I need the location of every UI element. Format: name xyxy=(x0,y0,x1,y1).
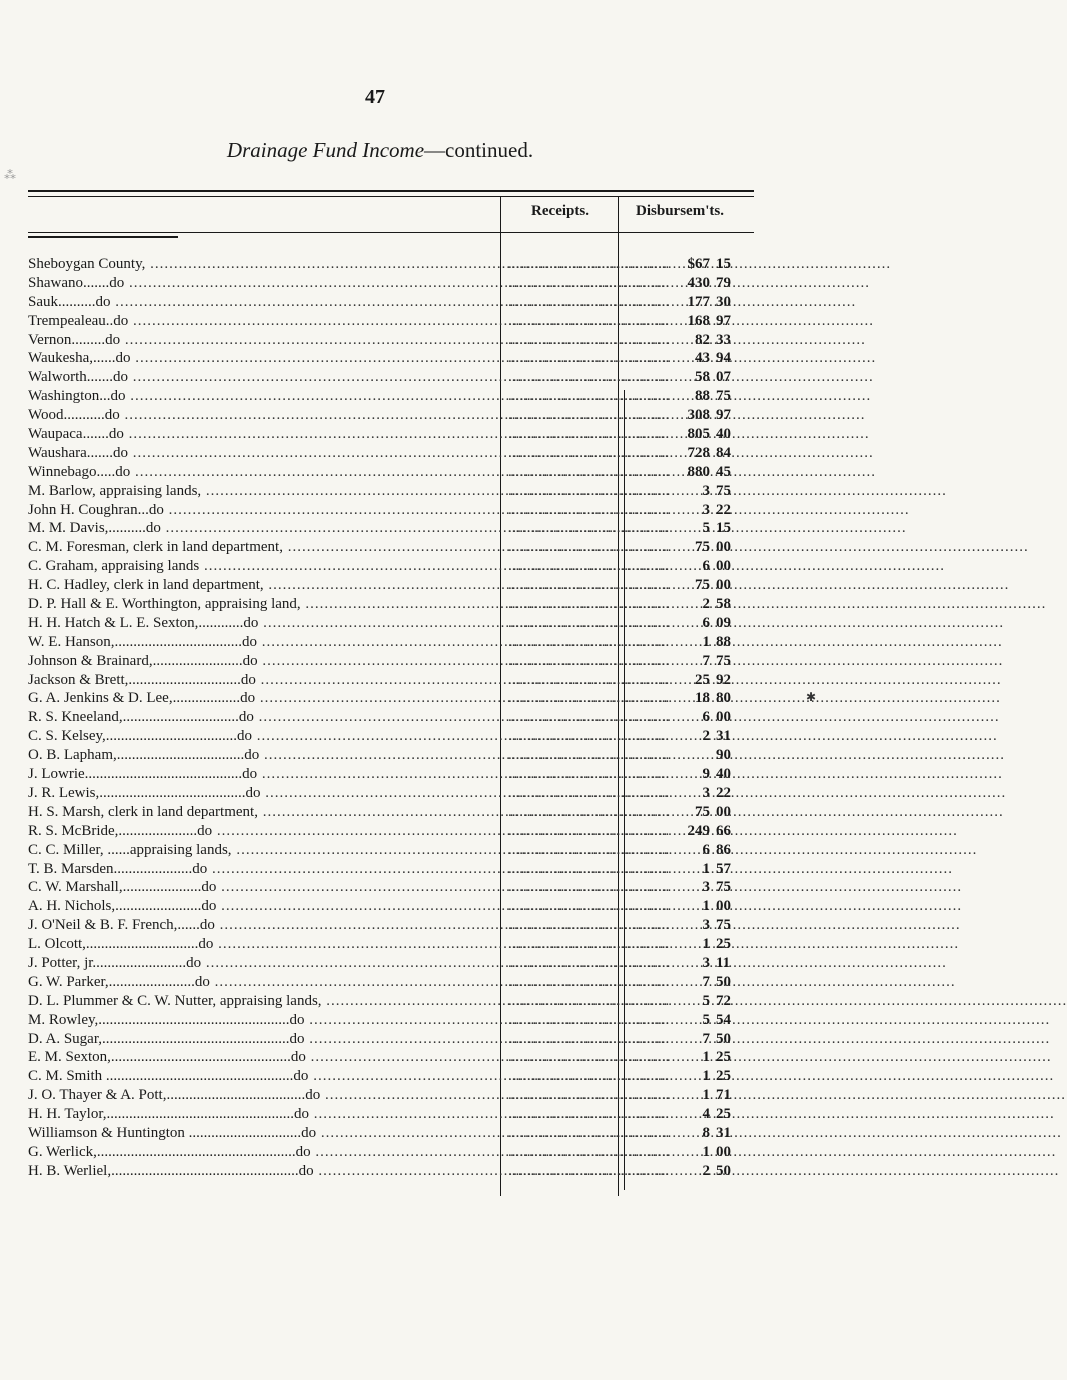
table-row xyxy=(28,633,768,652)
row-payee: M. M. Davis,..........do ..... xyxy=(28,519,504,538)
table-row xyxy=(28,860,768,879)
table-row xyxy=(28,916,768,935)
row-disbursement-cents: 00 xyxy=(716,803,731,820)
row-receipts: ........................................... xyxy=(508,917,670,934)
row-disbursement-cents: 15 xyxy=(716,256,731,272)
row-receipts: ........................................... xyxy=(508,596,670,613)
header-rule xyxy=(28,232,754,233)
row-disbursement-cents: 40 xyxy=(716,766,731,783)
table-row xyxy=(28,784,768,803)
row-receipts: ........................................... xyxy=(508,274,670,291)
row-payee: Vernon.........do ..... xyxy=(28,331,504,350)
row-payee: H. C. Hadley, clerk in land department, ..... xyxy=(28,576,504,595)
row-payee: Waukesha,......do ..... xyxy=(28,349,504,368)
table-row xyxy=(28,312,768,331)
row-payee: D. L. Plummer & C. W. Nutter, appraising lands, ..... xyxy=(28,992,504,1011)
row-payee: O. B. Lapham,..................................do ..... xyxy=(28,746,504,765)
row-payee: L. Olcott,..............................do ..... xyxy=(28,935,504,954)
row-disbursement-cents: 31 xyxy=(716,728,731,745)
row-receipts: ........................................... xyxy=(508,671,670,688)
table-row xyxy=(28,822,768,841)
row-receipts: ........................................... xyxy=(508,936,670,953)
row-receipts: ........................................... xyxy=(508,747,670,764)
row-disbursement-cents: 22 xyxy=(716,501,731,518)
row-receipts: ........................................... xyxy=(508,1106,670,1123)
row-receipts: ........................................... xyxy=(508,992,670,1009)
row-receipts: ........................................... xyxy=(508,1030,670,1047)
row-payee: C. S. Kelsey,...................................do ..... xyxy=(28,727,504,746)
row-receipts: ........................................... xyxy=(508,350,670,367)
row-payee: John H. Coughran...do ..... xyxy=(28,501,504,520)
row-disbursement-cents: 00 xyxy=(716,1143,731,1160)
row-disbursement-cents: 25 xyxy=(716,936,731,953)
row-disbursement-cents: 22 xyxy=(716,784,731,801)
row-disbursement-cents: 71 xyxy=(716,1087,731,1104)
table-row xyxy=(28,746,768,765)
table-row xyxy=(28,595,768,614)
row-disbursement-dollars: 5 xyxy=(702,1011,710,1028)
row-disbursement-cents: 92 xyxy=(716,671,731,688)
table-row xyxy=(28,519,768,538)
row-receipts: ........................................... xyxy=(508,954,670,971)
row-payee: J. Potter, jr.........................do ..... xyxy=(28,954,504,973)
table-row xyxy=(28,992,768,1011)
row-disbursement-dollars: 4 xyxy=(702,1106,710,1123)
row-receipts: ........................................... xyxy=(508,973,670,990)
row-disbursement-dollars: 7 xyxy=(702,973,710,990)
row-disbursement-cents: 00 xyxy=(716,558,731,575)
row-disbursement-cents: 75 xyxy=(716,388,731,405)
row-receipts: ........................................... xyxy=(508,539,670,556)
row-payee: C. C. Miller, ......appraising lands, ..... xyxy=(28,841,504,860)
row-payee: C. M. Foresman, clerk in land department, ..... xyxy=(28,538,504,557)
table-row xyxy=(28,935,768,954)
row-receipts: ........................................... xyxy=(508,879,670,896)
row-disbursement-dollars: 805 xyxy=(687,426,710,443)
row-disbursement-dollars: 5 xyxy=(702,992,710,1009)
row-disbursement-cents: 00 xyxy=(716,709,731,726)
row-payee: H. H. Hatch & L. E. Sexton,............do ..... xyxy=(28,614,504,633)
row-receipts: ........................................... xyxy=(508,520,670,537)
row-payee: E. M. Sexton,................................................do ..... xyxy=(28,1048,504,1067)
row-disbursement-cents: 75 xyxy=(716,879,731,896)
row-payee: Wood...........do ..... xyxy=(28,406,504,425)
table-row xyxy=(28,878,768,897)
row-disbursement-cents: 30 xyxy=(716,293,731,310)
row-disbursement-dollars: 430 xyxy=(687,274,710,291)
row-disbursement-cents: 25 xyxy=(716,1106,731,1123)
row-disbursement-cents: 00 xyxy=(716,898,731,915)
row-disbursement-cents: 75 xyxy=(716,652,731,669)
row-receipts: ........................................... xyxy=(508,256,670,272)
table-row xyxy=(28,689,768,708)
table-row xyxy=(28,954,768,973)
row-receipts: ........................................... xyxy=(508,1162,670,1179)
row-disbursement-cents: 11 xyxy=(716,954,731,971)
row-receipts: ........................................... xyxy=(508,482,670,499)
row-payee: J. O. Thayer & A. Pott,.....................................do ..... xyxy=(28,1086,504,1105)
row-disbursement-dollars: 308 xyxy=(687,407,710,424)
table-row xyxy=(28,1011,768,1030)
table-row xyxy=(28,1030,768,1049)
top-rule-thick xyxy=(28,190,754,192)
row-disbursement-cents: 88 xyxy=(716,633,731,650)
row-payee: W. E. Hanson,..................................do ..... xyxy=(28,633,504,652)
row-disbursement-dollars: 249 xyxy=(687,822,710,839)
row-receipts: ........................................... xyxy=(508,841,670,858)
row-disbursement-dollars: 8 xyxy=(702,1124,710,1141)
table-row xyxy=(28,387,768,406)
table-row xyxy=(28,727,768,746)
row-disbursement-dollars: 1 xyxy=(702,936,710,953)
row-disbursement-dollars: 75 xyxy=(695,803,710,820)
row-disbursement-dollars: 168 xyxy=(687,312,710,329)
row-receipts: ........................................... xyxy=(508,690,670,707)
table-row xyxy=(28,425,768,444)
row-disbursement-cents: 33 xyxy=(716,331,731,348)
row-payee: Trempealeau..do ..... xyxy=(28,312,504,331)
row-receipts: ........................................... xyxy=(508,1011,670,1028)
row-payee: Washington...do ..... xyxy=(28,387,504,406)
row-receipts: ........................................... xyxy=(508,1068,670,1085)
row-payee: J. R. Lewis,.......................................do ..... xyxy=(28,784,504,803)
table-row xyxy=(28,576,768,595)
row-disbursement-dollars: 43 xyxy=(695,350,710,367)
row-payee: Sauk..........do ..... xyxy=(28,293,504,312)
table-row xyxy=(28,538,768,557)
row-disbursement-cents: 86 xyxy=(716,841,731,858)
row-disbursement-dollars: 1 xyxy=(702,1143,710,1160)
row-disbursement-cents: 50 xyxy=(716,973,731,990)
row-disbursement-dollars: 2 xyxy=(702,596,710,613)
row-payee: Williamson & Huntington ..............................do ..... xyxy=(28,1124,504,1143)
row-receipts: ........................................... xyxy=(508,803,670,820)
row-disbursement-cents: 25 xyxy=(716,1049,731,1066)
table-row xyxy=(28,1067,768,1086)
row-payee: A. H. Nichols,.......................do ..... xyxy=(28,897,504,916)
top-rule-thin xyxy=(28,196,754,197)
row-disbursement-dollars: 3 xyxy=(702,501,710,518)
row-receipts: ........................................... xyxy=(508,426,670,443)
row-payee: Waushara.......do ..... xyxy=(28,444,504,463)
row-payee: D. P. Hall & E. Worthington, appraising land, ..... xyxy=(28,595,504,614)
row-receipts: ........................................... xyxy=(508,1049,670,1066)
row-disbursement-dollars: 1 xyxy=(702,860,710,877)
table-row xyxy=(28,274,768,293)
row-payee: Waupaca.......do ..... xyxy=(28,425,504,444)
column-header-receipts: Receipts. xyxy=(531,203,589,219)
row-disbursement-dollars: 1 xyxy=(702,1087,710,1104)
row-disbursement-dollars: 880 xyxy=(687,463,710,480)
table-row xyxy=(28,331,768,350)
row-payee: C. M. Smith ..................................................do ..... xyxy=(28,1067,504,1086)
row-disbursement-cents: 50 xyxy=(716,1162,731,1179)
table-row xyxy=(28,368,768,387)
row-payee: R. S. McBride,.....................do ..... xyxy=(28,822,504,841)
row-disbursement-dollars: 82 xyxy=(695,331,710,348)
header-rule-left-thick xyxy=(28,236,178,238)
row-payee: C. W. Marshall,.....................do ..... xyxy=(28,878,504,897)
table-row xyxy=(28,1086,768,1105)
row-disbursement-cents: 97 xyxy=(716,312,731,329)
margin-smudge: ✱ xyxy=(806,690,817,704)
row-receipts: ........................................... xyxy=(508,1087,670,1104)
row-disbursement-dollars: 177 xyxy=(687,293,710,310)
row-disbursement-cents: 00 xyxy=(716,577,731,594)
row-disbursement-dollars: 1 xyxy=(702,1049,710,1066)
row-disbursement-dollars: 7 xyxy=(702,1030,710,1047)
row-disbursement-cents: 00 xyxy=(716,539,731,556)
row-disbursement-cents: 75 xyxy=(716,917,731,934)
row-receipts: ........................................... xyxy=(508,577,670,594)
row-disbursement-cents: 15 xyxy=(716,520,731,537)
page-number: 47 xyxy=(365,86,385,108)
margin-smudge: ⁂ xyxy=(4,168,16,182)
table-row xyxy=(28,1143,768,1162)
row-disbursement-dollars: 3 xyxy=(702,917,710,934)
table-row xyxy=(28,1124,768,1143)
table-row xyxy=(28,803,768,822)
row-disbursement-cents: 80 xyxy=(716,690,731,707)
row-receipts: ........................................... xyxy=(508,501,670,518)
row-receipts: ........................................... xyxy=(508,1124,670,1141)
row-receipts: ........................................... xyxy=(508,463,670,480)
table-row xyxy=(28,557,768,576)
row-disbursement-dollars: $67 xyxy=(687,256,710,272)
row-disbursement-cents: 90 xyxy=(716,747,731,764)
row-disbursement-dollars: 88 xyxy=(695,388,710,405)
row-receipts: ........................................... xyxy=(508,652,670,669)
row-disbursement-cents: 79 xyxy=(716,274,731,291)
row-payee: Jackson & Brett,..............................do ..... xyxy=(28,671,504,690)
row-receipts: ........................................... xyxy=(508,709,670,726)
table-row xyxy=(28,406,768,425)
row-disbursement-cents: 94 xyxy=(716,350,731,367)
row-disbursement-dollars: 9 xyxy=(702,766,710,783)
row-receipts: ........................................... xyxy=(508,444,670,461)
row-payee: H. B. Werliel,..................................................do ..... xyxy=(28,1162,504,1181)
row-receipts: ........................................... xyxy=(508,293,670,310)
row-payee: D. A. Sugar,..................................................do ..... xyxy=(28,1030,504,1049)
row-receipts: ........................................... xyxy=(508,558,670,575)
row-receipts: ........................................... xyxy=(508,822,670,839)
row-receipts: ........................................... xyxy=(508,784,670,801)
row-payee: H. H. Taylor,..................................................do ..... xyxy=(28,1105,504,1124)
row-receipts: ........................................... xyxy=(508,312,670,329)
row-payee: G. A. Jenkins & D. Lee,..................do ..... xyxy=(28,689,504,708)
title-dash: — xyxy=(424,138,446,162)
column-header-disbursements: Disbursem'ts. xyxy=(636,203,724,219)
row-payee: Sheboygan County, ..... xyxy=(28,255,504,274)
row-payee: G. W. Parker,.......................do ..... xyxy=(28,973,504,992)
row-receipts: ........................................... xyxy=(508,728,670,745)
table-row xyxy=(28,671,768,690)
row-disbursement-cents: 07 xyxy=(716,369,731,386)
row-receipts: ........................................... xyxy=(508,388,670,405)
row-receipts: ........................................... xyxy=(508,614,670,631)
row-disbursement-cents: 50 xyxy=(716,1030,731,1047)
row-payee: M. Barlow, appraising lands, ..... xyxy=(28,482,504,501)
row-disbursement-cents: 84 xyxy=(716,444,731,461)
table-row xyxy=(28,708,768,727)
row-payee: C. Graham, appraising lands ..... xyxy=(28,557,504,576)
table-row xyxy=(28,652,768,671)
row-receipts: ........................................... xyxy=(508,898,670,915)
table-row xyxy=(28,1048,768,1067)
row-payee: Walworth.......do ..... xyxy=(28,368,504,387)
row-receipts: ........................................... xyxy=(508,860,670,877)
row-disbursement-cents: 57 xyxy=(716,860,731,877)
row-disbursement-dollars: 2 xyxy=(702,1162,710,1179)
row-payee: G. Werlick,.....................................................do ..... xyxy=(28,1143,504,1162)
row-payee: T. B. Marsden.....................do ..... xyxy=(28,860,504,879)
ledger-table xyxy=(28,255,768,1181)
row-disbursement-dollars: 75 xyxy=(695,577,710,594)
row-disbursement-cents: 72 xyxy=(716,992,731,1009)
table-row xyxy=(28,482,768,501)
row-disbursement-cents: 58 xyxy=(716,596,731,613)
row-disbursement-dollars: 3 xyxy=(702,879,710,896)
row-disbursement-cents: 09 xyxy=(716,614,731,631)
row-disbursement-dollars: 18 xyxy=(695,690,710,707)
row-disbursement-cents: 54 xyxy=(716,1011,731,1028)
row-disbursement-dollars: 6 xyxy=(702,558,710,575)
row-disbursement-cents: 75 xyxy=(716,482,731,499)
row-disbursement-dollars: 25 xyxy=(695,671,710,688)
row-receipts: ........................................... xyxy=(508,633,670,650)
table-row xyxy=(28,614,768,633)
row-disbursement-dollars: 7 xyxy=(702,652,710,669)
row-payee: J. O'Neil & B. F. French,......do ..... xyxy=(28,916,504,935)
table-row xyxy=(28,765,768,784)
row-disbursement-dollars: 75 xyxy=(695,539,710,556)
table-row xyxy=(28,1105,768,1124)
row-disbursement-dollars: 6 xyxy=(702,709,710,726)
row-disbursement-dollars: 6 xyxy=(702,614,710,631)
row-receipts: ........................................... xyxy=(508,369,670,386)
row-receipts: ........................................... xyxy=(508,1143,670,1160)
table-row xyxy=(28,897,768,916)
page-title xyxy=(0,138,760,163)
row-payee: M. Rowley,...................................................do ..... xyxy=(28,1011,504,1030)
table-row xyxy=(28,255,768,274)
row-disbursement-dollars: 3 xyxy=(702,784,710,801)
row-receipts: ........................................... xyxy=(508,331,670,348)
table-row xyxy=(28,293,768,312)
row-receipts: ........................................... xyxy=(508,766,670,783)
row-payee: Shawano.......do ..... xyxy=(28,274,504,293)
table-row xyxy=(28,841,768,860)
row-payee: H. S. Marsh, clerk in land department, ..... xyxy=(28,803,504,822)
table-row xyxy=(28,1162,768,1181)
row-disbursement-dollars: 1 xyxy=(702,898,710,915)
row-receipts: ........................................... xyxy=(508,407,670,424)
table-row xyxy=(28,349,768,368)
row-disbursement-cents: 40 xyxy=(716,426,731,443)
table-row xyxy=(28,973,768,992)
row-payee: Winnebago.....do ..... xyxy=(28,463,504,482)
row-disbursement-dollars: 3 xyxy=(702,954,710,971)
row-disbursement-dollars: 58 xyxy=(695,369,710,386)
title-continued: continued. xyxy=(445,138,534,162)
row-disbursement-dollars: 2 xyxy=(702,728,710,745)
row-disbursement-dollars: 5 xyxy=(702,520,710,537)
row-disbursement-dollars: 1 xyxy=(702,633,710,650)
row-disbursement-cents: 66 xyxy=(716,822,731,839)
row-payee: Johnson & Brainard,........................do ..... xyxy=(28,652,504,671)
table-row xyxy=(28,501,768,520)
row-payee: R. S. Kneeland,...............................do ..... xyxy=(28,708,504,727)
row-disbursement-cents: 97 xyxy=(716,407,731,424)
title-italic: Drainage Fund Income xyxy=(226,138,425,162)
row-disbursement-dollars: 3 xyxy=(702,482,710,499)
table-row xyxy=(28,444,768,463)
row-disbursement-dollars: 6 xyxy=(702,841,710,858)
row-disbursement-cents: 31 xyxy=(716,1124,731,1141)
row-disbursement-cents: 25 xyxy=(716,1068,731,1085)
row-disbursement-cents: 45 xyxy=(716,463,731,480)
row-disbursement-dollars: 1 xyxy=(702,1068,710,1085)
row-payee: J. Lowrie..........................................do ..... xyxy=(28,765,504,784)
row-disbursement-dollars: 728 xyxy=(687,444,710,461)
table-row xyxy=(28,463,768,482)
